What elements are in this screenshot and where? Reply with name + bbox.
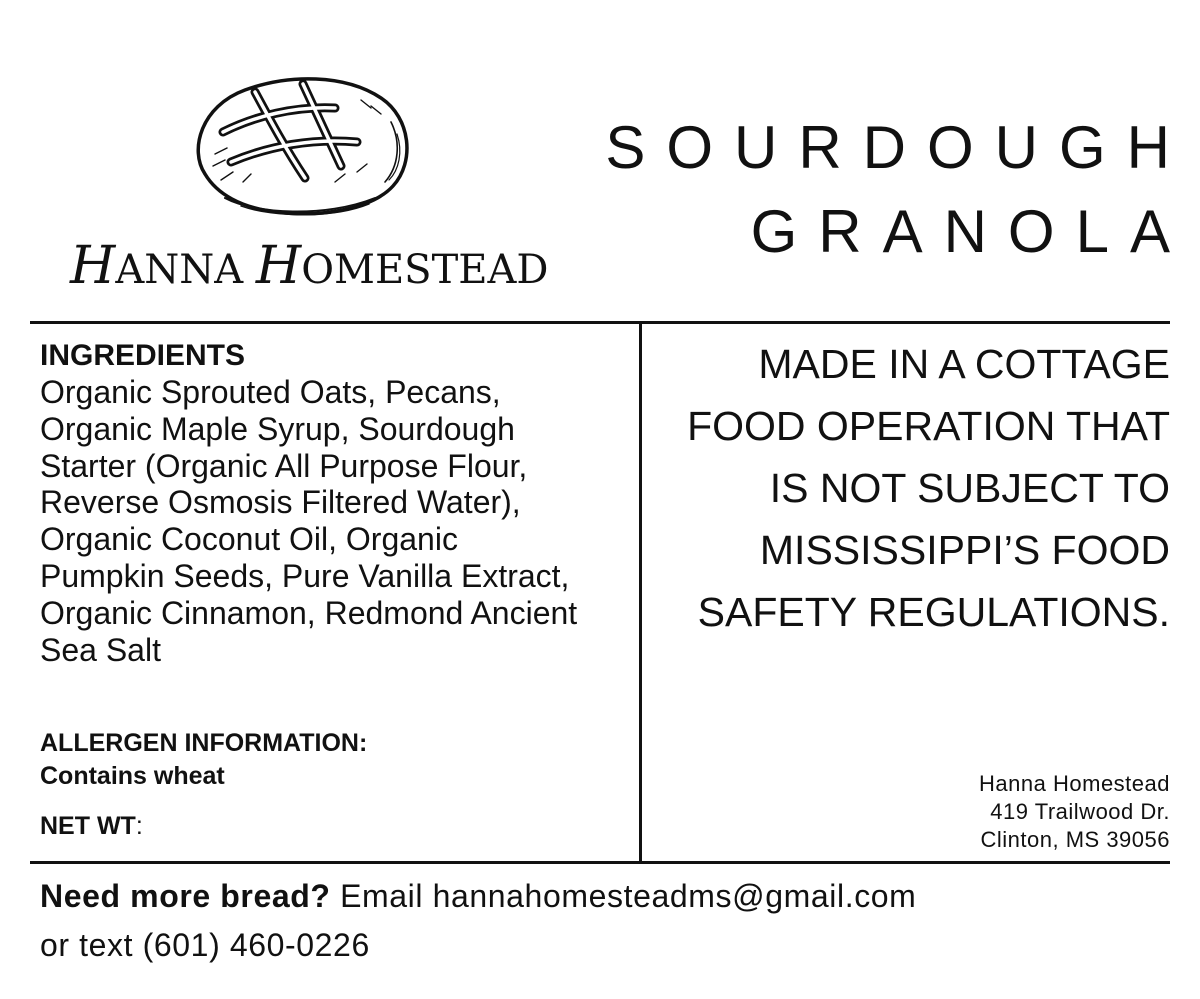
address-street: 419 Trailwood Dr.	[990, 799, 1170, 824]
contact-phone[interactable]: (601) 460-0226	[142, 927, 370, 963]
brand-initial: H	[255, 236, 302, 296]
allergen-heading: ALLERGEN INFORMATION:	[40, 729, 368, 757]
contact-lead: Need more bread?	[40, 878, 331, 914]
ingredients-line: Pumpkin Seeds, Pure Vanilla Extract,	[40, 557, 570, 594]
brand-text: OMESTEAD	[301, 247, 549, 293]
brand-text: ANNA	[115, 247, 256, 293]
net-weight-label: NET WT	[40, 812, 136, 840]
address-city: Clinton, MS 39056	[980, 827, 1170, 852]
address-name: Hanna Homestead	[979, 771, 1170, 796]
ingredients-line: Reverse Osmosis Filtered Water),	[40, 484, 521, 521]
contact-phone-line	[40, 925, 370, 965]
cottage-food-disclaimer	[650, 333, 1170, 643]
net-weight-colon: :	[135, 812, 143, 840]
contact-text-prefix: or text	[40, 927, 143, 963]
brand-name	[70, 236, 549, 298]
ingredients-line: Starter (Organic All Purpose Flour,	[40, 447, 528, 484]
disclaimer-line: MADE IN A COTTAGE	[758, 341, 1170, 387]
allergen-text: Contains wheat	[40, 762, 225, 790]
ingredients-line: Sea Salt	[40, 631, 161, 668]
bread-loaf-icon	[185, 62, 415, 222]
product-title-line-1: SOURDOUGH	[605, 114, 1191, 181]
ingredients-line: Organic Coconut Oil, Organic	[40, 521, 458, 558]
ingredients-line: Organic Cinnamon, Redmond Ancient	[40, 594, 578, 631]
disclaimer-line: FOOD OPERATION THAT	[687, 403, 1170, 449]
product-title-line-2: GRANOLA	[750, 198, 1191, 265]
contact-email[interactable]: hannahomesteadms@gmail.com	[432, 878, 917, 914]
brand-initial: H	[70, 236, 116, 296]
divider-bottom	[30, 861, 1170, 864]
ingredients-list	[40, 374, 640, 668]
disclaimer-line: SAFETY REGULATIONS.	[697, 589, 1170, 635]
contact-email-prefix: Email	[330, 878, 433, 914]
ingredients-line: Organic Maple Syrup, Sourdough	[40, 410, 515, 447]
divider-top	[30, 321, 1170, 324]
contact-email-line	[40, 876, 916, 916]
business-address	[979, 770, 1170, 854]
net-weight	[40, 811, 143, 841]
ingredients-line: Organic Sprouted Oats, Pecans,	[40, 374, 501, 410]
ingredients-heading: INGREDIENTS	[40, 339, 246, 372]
disclaimer-line: IS NOT SUBJECT TO	[769, 465, 1170, 511]
disclaimer-line: MISSISSIPPI’S FOOD	[759, 527, 1170, 573]
